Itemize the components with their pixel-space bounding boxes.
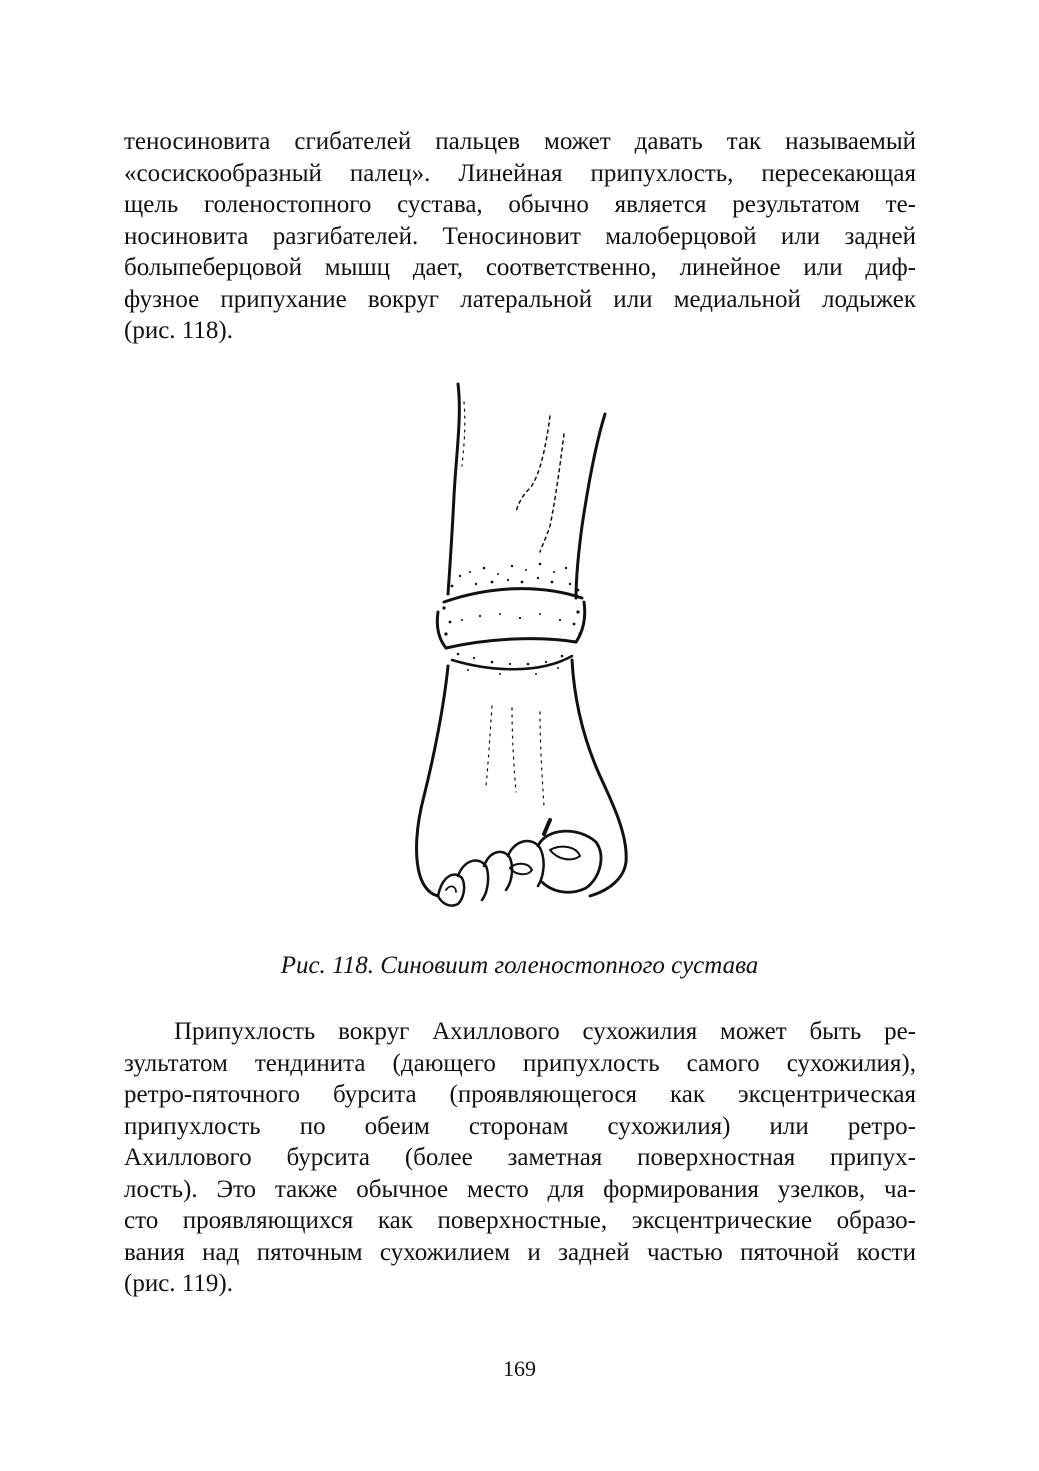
paragraph-line: вания над пяточным сухожилием и задней частью пяточной кости: [124, 1238, 916, 1266]
paragraph-line: щель голеностопного сустава, обычно является результатом те-: [124, 191, 916, 218]
paragraph-line: сто проявляющихся как поверхностные, эксцентрические образо-: [124, 1207, 916, 1234]
paragraph-line: носиновита разгибателей. Теносиновит малоберцовой или задней: [124, 222, 916, 250]
paragraph-line: (рис. 118).: [124, 317, 233, 344]
paragraph-line: болыпеберцовой мышц дает, соответственно, линейное или диф-: [124, 254, 916, 281]
ankle-synovitis-illustration: [400, 376, 650, 916]
paragraph-line: теносиновита сгибателей пальцев может давать так называемый: [124, 128, 916, 155]
figure-caption: Рис. 118. Синовиит голеностопного сустава: [280, 952, 759, 979]
paragraph-line: Ахиллового бурсита (более заметная поверхностная припух-: [124, 1144, 916, 1171]
paragraph-line: (рис. 119).: [124, 1270, 233, 1297]
paragraph-line: припухлость по обеим сторонам сухожилия) или ретро-: [124, 1112, 916, 1140]
paragraph-line: лость). Это также обычное место для формирования узелков, ча-: [124, 1175, 916, 1203]
page-number: 169: [503, 1356, 536, 1381]
paragraph-line: ретро-пяточного бурсита (проявляющегося как эксцентрическая: [124, 1081, 916, 1108]
paragraph-2: [124, 1016, 916, 1300]
paragraph-line: фузное припухание вокруг латеральной или медиальной лодыжек: [124, 285, 916, 313]
paragraph-line: Припухлость вокруг Ахиллового сухожилия может быть ре-: [174, 1018, 916, 1045]
paragraph-line: зультатом тендинита (дающего припухлость самого сухожилия),: [124, 1049, 916, 1077]
paragraph-1: [124, 126, 916, 347]
paragraph-line: «сосискообразный палец». Линейная припухлость, пересекающая: [124, 159, 916, 187]
